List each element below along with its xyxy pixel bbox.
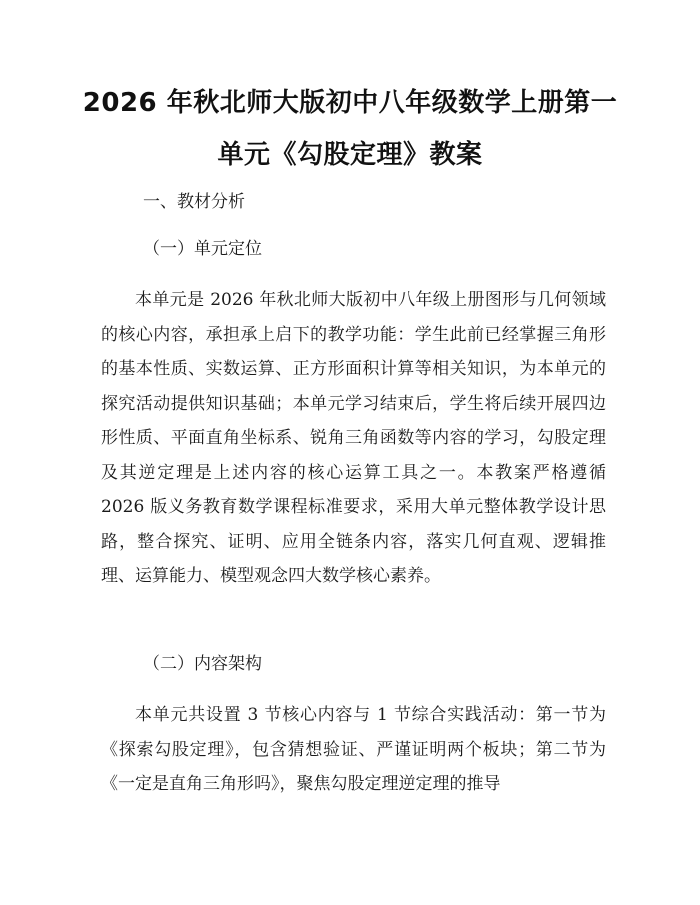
document-title-line-1: 2026 年秋北师大版初中八年级数学上册第一 <box>82 88 618 118</box>
section-heading-textbook-analysis: 一、教材分析 <box>143 192 245 212</box>
subsection-heading-content-structure: （二）内容架构 <box>143 654 262 674</box>
paragraph-content-structure: 本单元共设置 3 节核心内容与 1 节综合实践活动：第一节为《探索勾股定理》，包含猜想验证、严谨证明两个板块；第二节为《一定是直角三角形吗》，聚焦勾股定理逆定理的推导 <box>101 705 606 794</box>
document-title-line-2: 单元《勾股定理》教案 <box>217 140 483 170</box>
subsection-heading-unit-positioning: （一）单元定位 <box>143 239 262 259</box>
paragraph-unit-positioning: 本单元是 2026 年秋北师大版初中八年级上册图形与几何领域的核心内容，承担承上启下的教学功能：学生此前已经掌握三角形的基本性质、实数运算、正方形面积计算等相关知识，为本单元的探究活动提供知识基础；本单元学习结束后，学生将后续开展四边形性质、平面直角坐标系、锐角三角函数等内容的学习，勾股定理及其逆定理是上述内容的核心运算工具之一。本教案严格遵循 2026 版义务教育数学课程标准要求，采用大单元整体教学设计思路，整合探究、证明、应用全链条内容，落实几何直观、逻辑推理、运算能力、模型观念四大数学核心素养。 <box>101 290 606 586</box>
